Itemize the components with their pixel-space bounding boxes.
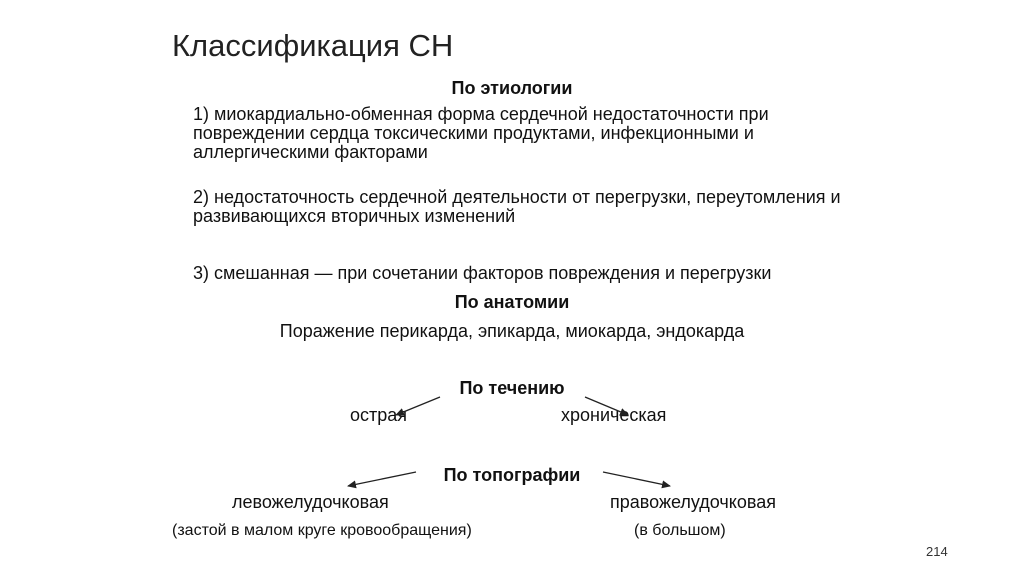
topography-right-note: (в большом) — [634, 522, 726, 539]
course-chronic: хроническая — [561, 405, 667, 425]
topography-left-note: (застой в малом круге кровообращения) — [172, 522, 472, 539]
etiology-item-3: 3) смешанная — при сочетании факторов повреждения и перегрузки — [193, 263, 772, 283]
course-acute: острая — [350, 405, 408, 425]
anatomy-heading: По анатомии — [454, 292, 570, 312]
etiology-heading: По этиологии — [451, 78, 573, 98]
arrow-to-left-ventricular — [348, 472, 416, 486]
page-number: 214 — [926, 544, 948, 559]
course-heading: По течению — [459, 378, 565, 398]
topography-heading: По топографии — [443, 465, 581, 485]
arrow-to-chronic — [585, 397, 628, 415]
etiology-item-1: 1) миокардиально-обменная форма сердечной недостаточности при повреждении сердца токсическими продуктами, инфекционными и аллергическими факторами — [193, 104, 769, 162]
arrow-to-right-ventricular — [603, 472, 670, 486]
topography-right-ventricular: правожелудочковая — [610, 492, 776, 512]
anatomy-text: Поражение перикарда, эпикарда, миокарда, эндокарда — [279, 321, 745, 341]
etiology-item-2: 2) недостаточность сердечной деятельности от перегрузки, переутомления и развивающихся вторичных изменений — [193, 187, 841, 226]
topography-left-ventricular: левожелудочковая — [232, 492, 389, 512]
slide-title: Классификация СН — [172, 28, 454, 63]
arrow-to-acute — [396, 397, 440, 415]
